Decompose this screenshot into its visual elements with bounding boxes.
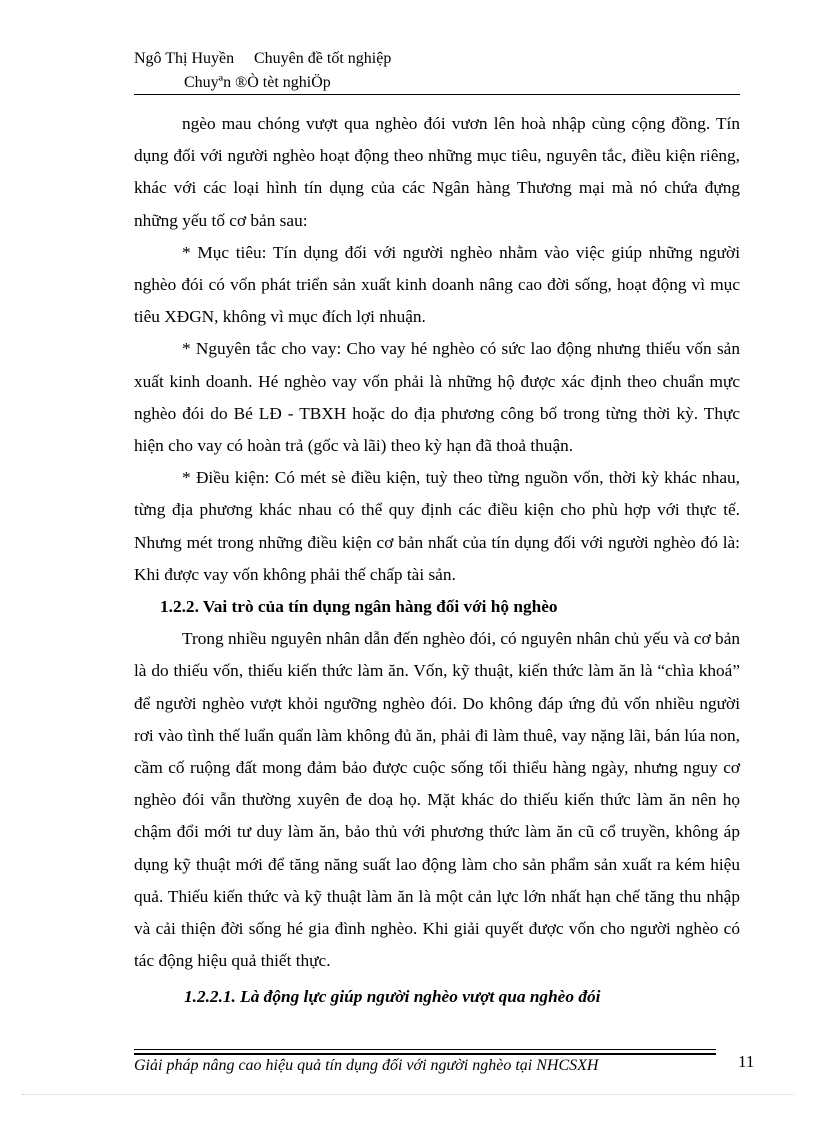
document-body: [134, 108, 740, 1014]
footer-text: Giải pháp nâng cao hiệu quả tín dụng đối với người nghèo tại NHCSXH: [134, 1057, 599, 1074]
paragraph: ngèo mau chóng vượt qua nghèo đói vươn lên hoà nhập cùng cộng đồng. Tín dụng đối với người nghèo hoạt động theo những mục tiêu, nguyên tắc, điều kiện riêng, khác với các loại hình tín dụng của các Ngân hàng Thương mại mà nó chứa đựng những yếu tố cơ bản sau:: [134, 114, 740, 230]
page-number: 11: [738, 1052, 755, 1071]
header-title-garbled: Chuyªn ®Ò tèt nghiÖp: [184, 74, 331, 91]
subsection-heading: 1.2.2.1. Là động lực giúp người nghèo vượt qua nghèo đói: [184, 987, 601, 1007]
paragraph: * Nguyên tắc cho vay: Cho vay hé nghèo có sức lao động nhưng thiếu vốn sản xuất kinh doanh. Hé nghèo vay vốn phải là những hộ được xác định theo chuẩn mực nghèo đói do Bé LĐ - TBXH hoặc do địa phương công bố trong từng thời kỳ. Thực hiện cho vay có hoàn trả (gốc và lãi) theo kỳ hạn đã thoả thuận.: [134, 339, 740, 456]
footer-rule-thick: [134, 1053, 716, 1055]
header-title: Chuyên đề tốt nghiệp: [254, 50, 392, 67]
footer-rule: [134, 1049, 716, 1050]
paragraph: * Điều kiện: Có mét sè điều kiện, tuỳ theo từng nguồn vốn, thời kỳ khác nhau, từng địa phương khác nhau có thể quy định các điều kiện cho phù hợp với thực tế. Nhưng mét trong những điều kiện cơ bản nhất của tín dụng đối với người nghèo đó là: Khi được vay vốn không phải thế chấp tài sản.: [134, 468, 740, 584]
paragraph: Trong nhiều nguyên nhân dẫn đến nghèo đói, có nguyên nhân chủ yếu và cơ bản là do thiếu vốn, thiếu kiến thức làm ăn. Vốn, kỹ thuật, kiến thức làm ăn là “chìa khoá” để người nghèo vượt khỏi ngưỡng nghèo đói. Do không đáp ứng đủ vốn nhiều người rơi vào tình thế luẩn quẩn làm không đủ ăn, phải đi làm thuê, vay nặng lãi, bán lúa non, cầm cố ruộng đất mong đảm bảo được cuộc sống tối thiểu hàng ngày, nhưng nguy cơ nghèo đói vẫn thường xuyên đe doạ họ. Mặt khác do thiếu kiến thức làm ăn nên họ chậm đổi mới tư duy làm ăn, bảo thủ với phương thức làm ăn cũ cổ truyền, không áp dụng kỹ thuật mới để tăng năng suất lao động làm cho sản phẩm sản xuất ra kém hiệu quả. Thiếu kiến thức và kỹ thuật làm ăn là một cản lực lớn nhất hạn chế tăng thu nhập và cải thiện đời sống hé gia đình nghèo. Khi giải quyết được vốn cho người nghèo có tác động hiệu quả thiết thực.: [134, 629, 740, 971]
header-rule: [134, 94, 740, 95]
page-border-dots: [22, 1094, 794, 1095]
section-heading: 1.2.2. Vai trò của tín dụng ngân hàng đối với hộ nghèo: [160, 597, 558, 617]
page-header: [134, 50, 391, 68]
header-author: Ngô Thị Huyền: [134, 50, 235, 67]
paragraph: * Mục tiêu: Tín dụng đối với người nghèo nhằm vào việc giúp những người nghèo đói có vốn phát triển sản xuất kinh doanh nâng cao đời sống, hoạt động vì mục tiêu XĐGN, không vì mục đích lợi nhuận.: [134, 242, 740, 327]
